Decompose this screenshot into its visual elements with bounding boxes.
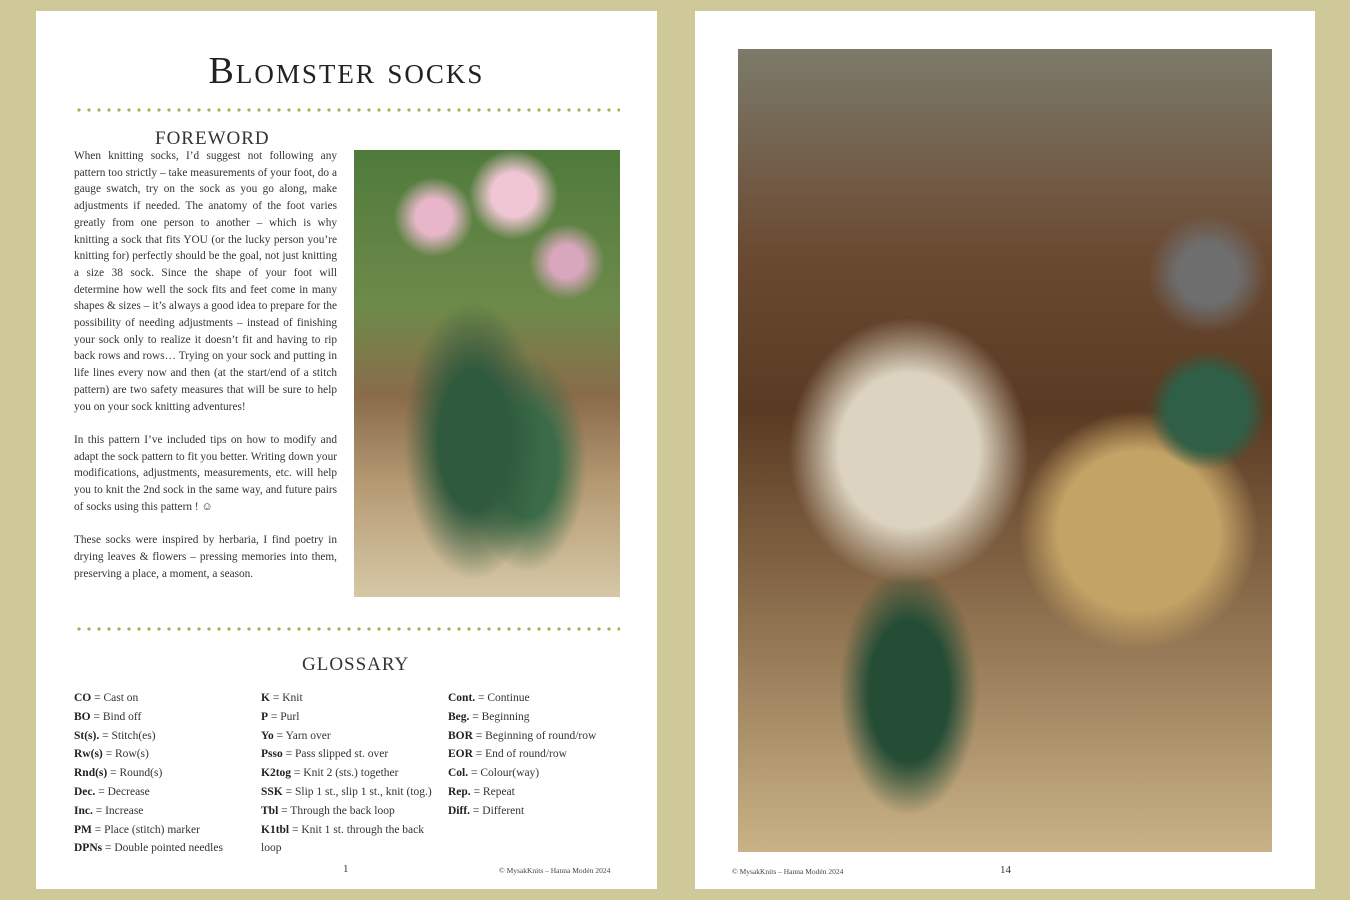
glossary-definition: = Repeat: [473, 785, 515, 798]
glossary-definition: = Double pointed needles: [105, 842, 223, 855]
glossary-definition: = Beginning: [472, 710, 530, 723]
glossary-entry: [74, 708, 254, 727]
glossary-entry: [261, 727, 446, 746]
glossary-abbr: Inc.: [74, 804, 93, 817]
glossary-heading: GLOSSARY: [302, 654, 410, 675]
glossary-entry: [74, 745, 254, 764]
glossary-abbr: Beg.: [448, 710, 470, 723]
left-page: [36, 11, 657, 889]
glossary-entry: [448, 689, 648, 708]
glossary-abbr: Diff.: [448, 804, 471, 817]
glossary-entry: [261, 764, 446, 783]
glossary-definition: = Colour(way): [471, 767, 540, 780]
glossary-entry: [74, 689, 254, 708]
glossary-definition: = Decrease: [98, 785, 150, 798]
glossary-abbr: Cont.: [448, 692, 476, 704]
glossary-abbr: Tbl: [261, 804, 279, 817]
glossary-definition: = Continue: [478, 692, 530, 704]
glossary-entry: [261, 783, 446, 802]
copyright: © MysakKnits – Hanna Modén 2024: [732, 867, 844, 876]
glossary-abbr: K: [261, 692, 270, 704]
glossary-abbr: EOR: [448, 748, 473, 761]
glossary-entry: [74, 764, 254, 783]
page-title: Blomster socks: [208, 50, 485, 92]
glossary-definition: = Round(s): [110, 767, 163, 780]
glossary-entry: [74, 839, 254, 858]
glossary-definition: = Different: [472, 804, 525, 817]
glossary-abbr: CO: [74, 692, 92, 704]
glossary-entry: [74, 802, 254, 821]
glossary-entry: [448, 764, 648, 783]
glossary-entry: [74, 783, 254, 802]
glossary-entry: [74, 821, 254, 840]
glossary-definition: = Row(s): [105, 748, 149, 761]
glossary-abbr: Rep.: [448, 785, 471, 798]
glossary-definition: = Knit: [272, 692, 303, 704]
glossary-abbr: BOR: [448, 729, 473, 742]
glossary-abbr: P: [261, 710, 269, 723]
right-page: [695, 11, 1315, 889]
glossary-entry: [261, 708, 446, 727]
glossary-definition: = Through the back loop: [281, 804, 395, 817]
foreword-paragraph: When knitting socks, I’d suggest not following any pattern too strictly – take measurements of your foot, do a gauge swatch, try on the sock as you go along, make adjustments if needed. The anatomy of the foot varies greatly from one person to another – which is why knitting a sock that fits YOU (or the lucky person you’re knitting for) perfectly should be the goal, not just knitting a size 38 sock. Since the shape of your foot will determine how well the sock fits and feet come in many shapes & sizes – it’s always a good idea to prepare for the possibility of needing adjustments – instead of finishing your sock only to realize it doesn’t fit and having to rip back rows and rows… Trying on your sock and putting in life lines every now and then (at the start/end of a stitch pattern) are two safety measures that will be sure to help you on your sock knitting adventures!: [74, 150, 337, 413]
glossary-entry: [448, 783, 648, 802]
glossary-abbr: Yo: [261, 729, 274, 742]
glossary-definition: = Yarn over: [276, 729, 331, 742]
page-number: 1: [343, 863, 349, 875]
glossary-definition: = Purl: [270, 710, 300, 723]
glossary-abbr: Rw(s): [74, 748, 103, 761]
glossary-entry: [261, 802, 446, 821]
glossary-abbr: DPNs: [74, 842, 103, 855]
page-number: 14: [1000, 864, 1011, 876]
dotted-divider: [74, 627, 620, 631]
glossary-definition: = Pass slipped st. over: [285, 748, 389, 761]
glossary-entry: [448, 708, 648, 727]
foreword-paragraph: These socks were inspired by herbaria, I find poetry in drying leaves & flowers – pressing memories into them, preserving a place, a moment, a season.: [74, 534, 337, 580]
glossary-definition: = Place (stitch) marker: [94, 823, 200, 836]
glossary-abbr: Dec.: [74, 785, 96, 798]
copyright: © MysakKnits – Hanna Modén 2024: [499, 866, 611, 875]
glossary-abbr: St(s).: [74, 729, 100, 742]
glossary-entry: [261, 821, 446, 859]
glossary-definition: = Knit 1 st. through the back loop: [261, 823, 425, 855]
glossary-column: [261, 689, 446, 858]
glossary-definition: = Increase: [95, 804, 144, 817]
glossary-column: [448, 689, 648, 821]
glossary-column: [74, 689, 254, 858]
foreword-heading: FOREWORD: [155, 128, 270, 149]
glossary-definition: = Stitch(es): [102, 729, 156, 742]
glossary-abbr: BO: [74, 710, 91, 723]
glossary-definition: = Slip 1 st., slip 1 st., knit (tog.): [285, 785, 432, 798]
glossary-abbr: Col.: [448, 767, 469, 780]
glossary-abbr: Rnd(s): [74, 767, 108, 780]
glossary-abbr: K1tbl: [261, 823, 290, 836]
glossary-entry: [448, 745, 648, 764]
glossary-definition: = End of round/row: [475, 748, 567, 761]
glossary-entry: [448, 802, 648, 821]
socks-on-chair-photo: [354, 150, 620, 597]
glossary-abbr: SSK: [261, 785, 283, 798]
glossary-definition: = Cast on: [94, 692, 139, 704]
glossary-entry: [261, 745, 446, 764]
sock-on-chair-photo: [738, 49, 1272, 852]
glossary-abbr: Psso: [261, 748, 283, 761]
glossary-abbr: K2tog: [261, 767, 292, 780]
dotted-divider: [74, 108, 620, 112]
glossary-definition: = Beginning of round/row: [475, 729, 597, 742]
glossary-definition: = Knit 2 (sts.) together: [293, 767, 399, 780]
glossary-entry: [448, 727, 648, 746]
foreword-text: [74, 148, 337, 599]
glossary-abbr: PM: [74, 823, 92, 836]
glossary-definition: = Bind off: [93, 710, 142, 723]
glossary-entry: [74, 727, 254, 746]
foreword-paragraph: In this pattern I’ve included tips on how to modify and adapt the sock pattern to fit you better. Writing down your modifications, adjustments, measurements, etc. will help you to knit the 2nd sock in the same way, and future pairs of socks using this pattern ! ☺: [74, 433, 337, 513]
glossary-entry: [261, 689, 446, 708]
